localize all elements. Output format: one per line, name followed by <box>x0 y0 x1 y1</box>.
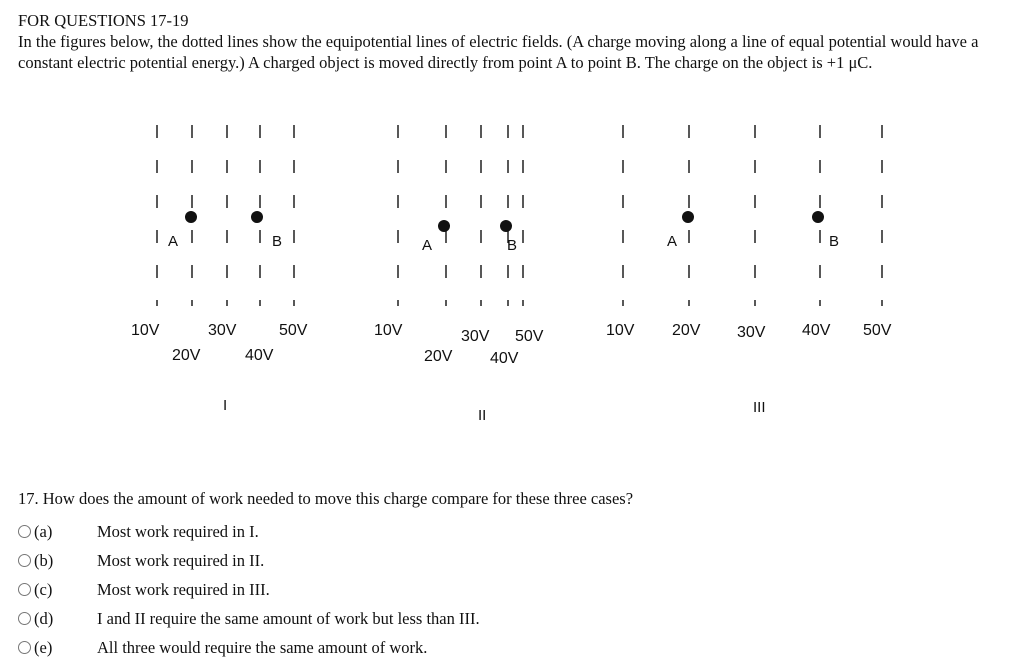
potential-label-10v: 10V <box>131 322 160 339</box>
potential-label-20v: 20V <box>172 347 201 364</box>
option-e[interactable] <box>18 633 718 662</box>
potential-label-40v: 40V <box>245 347 274 364</box>
option-letter: (d) <box>34 608 54 628</box>
equipotential-lines-2 <box>398 125 523 306</box>
point-b-dot <box>500 220 512 232</box>
potential-label-10v: 10V <box>606 322 635 339</box>
figure-number: I <box>223 397 228 414</box>
radio-button[interactable] <box>18 525 31 538</box>
option-c[interactable] <box>18 575 718 604</box>
intro-paragraph: In the figures below, the dotted lines show the equipotential lines of electric fields. (A charge moving along a line of equal potential would have a constant electric potential energy.) A charged object is moved directly from point A to point B. The charge on the object is +1 μC. <box>18 32 979 72</box>
answer-options <box>18 517 718 662</box>
equipotential-lines-1 <box>157 125 294 306</box>
point-a-dot <box>438 220 450 232</box>
option-a[interactable] <box>18 517 718 546</box>
equipotential-lines-3 <box>623 125 882 306</box>
option-text: All three would require the same amount of work. <box>97 637 428 657</box>
potential-label-20v: 20V <box>424 348 453 365</box>
radio-button[interactable] <box>18 583 31 596</box>
figure-1 <box>131 125 308 414</box>
radio-button[interactable] <box>18 612 31 625</box>
option-letter: (c) <box>34 579 53 599</box>
point-b-dot <box>812 211 824 223</box>
section-title: FOR QUESTIONS 17-19 <box>18 11 189 30</box>
option-letter: (a) <box>34 521 53 541</box>
potential-label-10v: 10V <box>374 322 403 339</box>
option-text: I and II require the same amount of work but less than III. <box>97 608 480 628</box>
point-a-dot <box>682 211 694 223</box>
potential-label-20v: 20V <box>672 322 701 339</box>
radio-button[interactable] <box>18 641 31 654</box>
point-a-label: A <box>168 233 179 250</box>
point-a-label: A <box>422 237 433 254</box>
figure-2 <box>374 125 544 424</box>
potential-label-50v: 50V <box>279 322 308 339</box>
option-text: Most work required in III. <box>97 579 270 599</box>
option-b[interactable] <box>18 546 718 575</box>
point-b-label: B <box>272 233 283 250</box>
point-b-dot <box>251 211 263 223</box>
point-a-dot <box>185 211 197 223</box>
figure-number: II <box>478 407 487 424</box>
point-a-label: A <box>667 233 678 250</box>
point-b-label: B <box>829 233 840 250</box>
option-d[interactable] <box>18 604 718 633</box>
potential-label-50v: 50V <box>515 328 544 345</box>
point-b-label: B <box>507 237 518 254</box>
figure-3 <box>606 125 892 416</box>
figure-number: III <box>753 399 766 416</box>
option-text: Most work required in II. <box>97 550 265 570</box>
potential-label-40v: 40V <box>802 322 831 339</box>
potential-label-30v: 30V <box>208 322 237 339</box>
radio-button[interactable] <box>18 554 31 567</box>
option-letter: (e) <box>34 637 53 657</box>
potential-label-50v: 50V <box>863 322 892 339</box>
potential-label-30v: 30V <box>461 328 490 345</box>
question-text: 17. How does the amount of work needed to move this charge compare for these three cases? <box>18 489 634 508</box>
potential-label-30v: 30V <box>737 324 766 341</box>
option-letter: (b) <box>34 550 54 570</box>
option-text: Most work required in I. <box>97 521 259 541</box>
potential-label-40v: 40V <box>490 350 519 367</box>
